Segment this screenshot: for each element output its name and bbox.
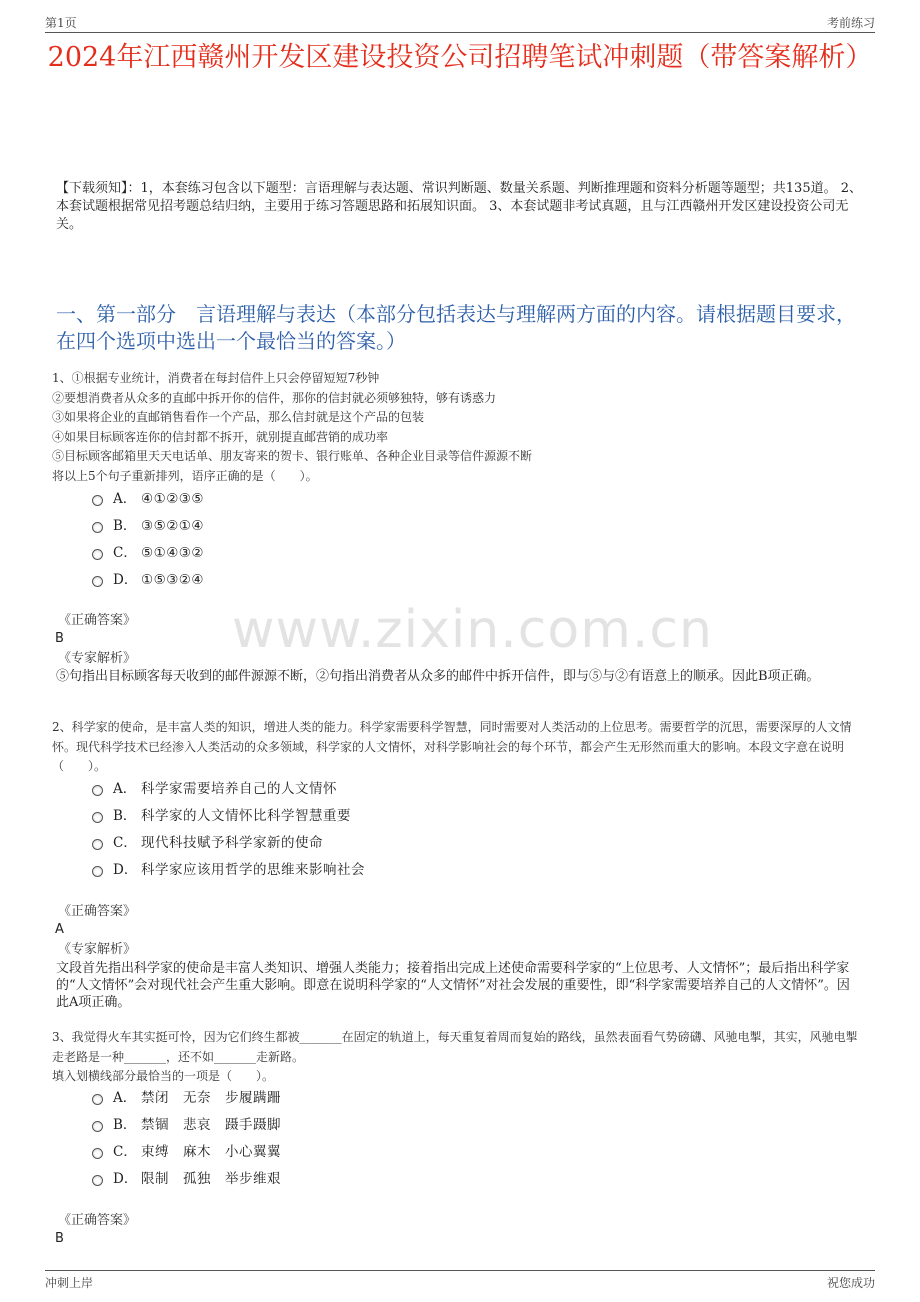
question-1-line: ②要想消费者从众多的直邮中拆开你的信件，那你的信封就必须够独特，够有诱惑力 <box>52 390 497 405</box>
option-letter: A． <box>113 1090 137 1106</box>
question-1-option-c[interactable] <box>92 544 204 562</box>
answer-label: 《正确答案》 <box>58 904 137 919</box>
option-letter: C． <box>113 835 137 851</box>
question-2-option-d[interactable] <box>92 861 365 879</box>
radio-icon[interactable] <box>92 576 103 587</box>
option-text: 束缚 麻木 小心翼翼 <box>141 1144 281 1160</box>
option-text: 现代科技赋予科学家新的使命 <box>141 835 323 851</box>
option-text: ①⑤③②④ <box>141 572 205 588</box>
question-2-option-b[interactable] <box>92 807 351 825</box>
option-text: 科学家需要培养自己的人文情怀 <box>141 781 337 797</box>
question-1-line: ④如果目标顾客连你的信封都不拆开，就别提直邮营销的成功率 <box>52 429 389 444</box>
radio-icon[interactable] <box>92 839 103 850</box>
option-letter: A． <box>113 491 137 507</box>
radio-icon[interactable] <box>92 785 103 796</box>
option-letter: D． <box>113 572 138 588</box>
question-1-line: 将以上5个句子重新排列，语序正确的是（ ）。 <box>52 468 318 483</box>
option-letter: D． <box>113 862 138 878</box>
header-divider <box>45 32 875 33</box>
section-heading: 一、第一部分 言语理解与表达（本部分包括表达与理解两方面的内容。请根据题目要求，在四个选项中选出一个最恰当的答案。） <box>56 302 856 353</box>
question-1-line: 1、①根据专业统计，消费者在每封信件上只会停留短短7秒钟 <box>52 371 380 385</box>
question-3-option-c[interactable] <box>92 1143 281 1161</box>
footer-left: 冲刺上岸 <box>45 1276 94 1290</box>
question-1-line: ⑤目标顾客邮箱里天天电话单、朋友寄来的贺卡、银行账单、各种企业目录等信件源源不断 <box>52 449 533 463</box>
page-number: 第1页 <box>45 16 77 30</box>
footer-divider <box>45 1270 875 1271</box>
question-3-stem <box>52 1028 858 1087</box>
download-notice: 【下载须知】：1，本套练习包含以下题型：言语理解与表达题、常识判断题、数量关系题、判断推理题和资料分析题等题型；共135道。 2、本套试题根据常见招考题总结归纳，主要用于练习答题思路和拓展知识面。 3、本套试题非考试真题，且与江西赣州开发区建设投资公司无关。 <box>56 181 862 232</box>
radio-icon[interactable] <box>92 549 103 560</box>
radio-icon[interactable] <box>92 522 103 533</box>
answer-label: 《正确答案》 <box>58 1213 137 1228</box>
question-2-option-c[interactable] <box>92 834 323 852</box>
watermark: www.zixin.com.cn <box>232 600 713 660</box>
option-text: 限制 孤独 举步维艰 <box>141 1171 281 1187</box>
radio-icon[interactable] <box>92 495 103 506</box>
question-2-stem <box>52 718 872 777</box>
option-letter: B． <box>113 1117 137 1133</box>
header-tag: 考前练习 <box>826 16 875 30</box>
question-3-option-a[interactable] <box>92 1089 281 1107</box>
question-3-option-b[interactable] <box>92 1116 281 1134</box>
question-2-option-a[interactable] <box>92 780 337 798</box>
option-letter: D． <box>113 1171 138 1187</box>
document-title: 2024年江西赣州开发区建设投资公司招聘笔试冲刺题（带答案解析） <box>47 42 873 73</box>
question-1-answer: B <box>55 631 64 646</box>
question-1-analysis: ⑤句指出目标顾客每天收到的邮件源源不断，②句指出消费者从众多的邮件中拆开信件，即与⑤与②有语意上的顺承。因此B项正确。 <box>56 669 820 684</box>
option-letter: A． <box>113 781 137 797</box>
radio-icon[interactable] <box>92 866 103 877</box>
option-text: 禁锢 悲哀 蹑手蹑脚 <box>141 1117 281 1133</box>
radio-icon[interactable] <box>92 1175 103 1186</box>
option-text: 科学家的人文情怀比科学智慧重要 <box>141 808 351 824</box>
question-1-stem <box>52 369 868 486</box>
option-letter: C． <box>113 545 137 561</box>
question-2-analysis: 文段首先指出科学家的使命是丰富人类知识、增强人类能力；接着指出完成上述使命需要科学家的“上位思考、人文情怀”；最后指出科学家的“人文情怀”会对现代社会产生重大影响。即意在说明科学家的“人文情怀”对社会发展的重要性，即“科学家需要培养自己的人文情怀”。因此A项正确。 <box>56 961 850 1010</box>
question-2-answer: A <box>55 922 64 937</box>
question-1-option-b[interactable] <box>92 517 204 535</box>
option-letter: C． <box>113 1144 137 1160</box>
option-text: ⑤①④③② <box>141 545 205 561</box>
option-text: 禁闭 无奈 步履蹒跚 <box>141 1090 281 1106</box>
radio-icon[interactable] <box>92 812 103 823</box>
footer-right: 祝您成功 <box>826 1276 875 1290</box>
answer-label: 《正确答案》 <box>58 613 137 628</box>
option-text: ④①②③⑤ <box>141 491 205 507</box>
question-1-option-a[interactable] <box>92 490 204 508</box>
radio-icon[interactable] <box>92 1121 103 1132</box>
question-2-text: 2、科学家的使命，是丰富人类的知识，增进人类的能力。科学家需要科学智慧，同时需要对人类活动的上位思考。需要哲学的沉思，需要深厚的人文情怀。现代科学技术已经渗入人类活动的众多领域，科学家的人文情怀，对科学影响社会的每个环节，都会产生无形然而重大的影响。本段文字意在说明（ ）。 <box>52 720 852 773</box>
analysis-label: 《专家解析》 <box>58 651 137 666</box>
question-1-option-d[interactable] <box>92 571 204 589</box>
question-3-answer: B <box>55 1231 64 1246</box>
option-letter: B． <box>113 808 137 824</box>
radio-icon[interactable] <box>92 1148 103 1159</box>
option-text: ③⑤②①④ <box>141 518 205 534</box>
radio-icon[interactable] <box>92 1094 103 1105</box>
question-3-text: 3、我觉得火车其实挺可怜，因为它们终生都被_______在固定的轨道上，每天重复着周而复始的路线，虽然表面看气势磅礴、风驰电掣，其实，风驰电掣走老路是一种_______，还不如_______走新路。 <box>52 1030 858 1064</box>
question-1-line: ③如果将企业的直邮销售看作一个产品，那么信封就是这个产品的包装 <box>52 410 425 424</box>
question-3-prompt: 填入划横线部分最恰当的一项是（ ）。 <box>52 1069 275 1083</box>
question-3-option-d[interactable] <box>92 1170 281 1188</box>
option-text: 科学家应该用哲学的思维来影响社会 <box>141 862 365 878</box>
option-letter: B． <box>113 518 137 534</box>
analysis-label: 《专家解析》 <box>58 942 137 957</box>
